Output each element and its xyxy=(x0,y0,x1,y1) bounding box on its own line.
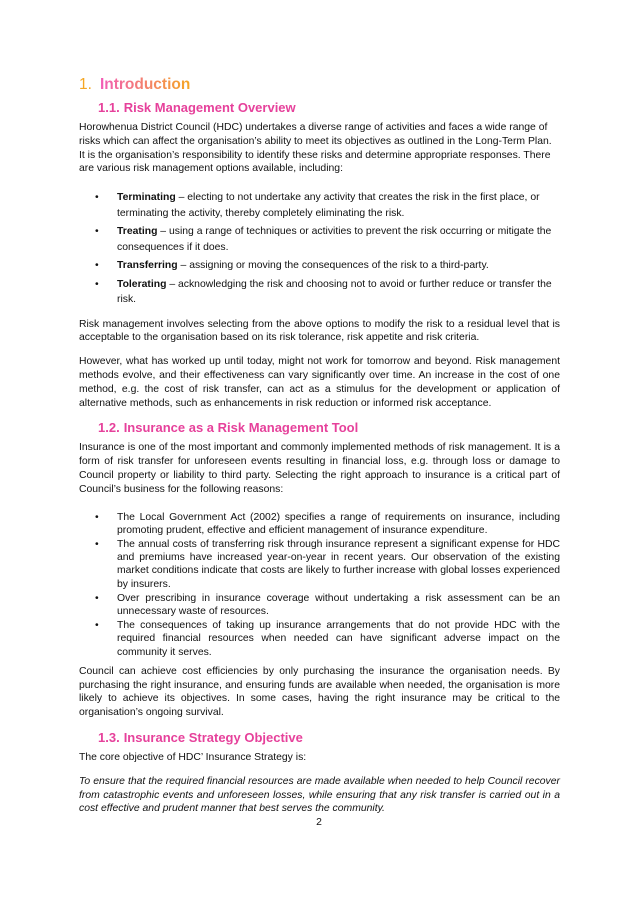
list-item-text: – acknowledging the risk and choosing not to avoid or further reduce or transfer the risk. xyxy=(117,278,552,306)
list-item xyxy=(95,277,560,308)
bullet-icon: • xyxy=(95,192,99,204)
paragraph-objective-statement: To ensure that the required financial resources are made available when needed to help Council recover from catastrophic events and unforeseen losses, while ensuring that any risk transfer is carried out in a cost effective and prudent manner that best serves the community. xyxy=(79,775,560,815)
list-item xyxy=(95,538,560,591)
subheading-title: Insurance as a Risk Management Tool xyxy=(123,420,359,436)
subheading-strategy-objective xyxy=(98,730,560,745)
subheading-number: 1.3. xyxy=(98,730,120,746)
list-item xyxy=(95,511,560,537)
list-item xyxy=(95,258,560,274)
bullet-icon: • xyxy=(95,278,99,290)
bullet-icon: • xyxy=(95,511,99,523)
list-item-text: The annual costs of transferring risk through insurance represent a significant expense for HDC and premiums have increased year-on-year in recent years. Our observation of the existing market conditions indicate that costs are likely to further increase with global losses experienced by insurers. xyxy=(117,539,560,590)
list-item-text: The Local Government Act (2002) specifies a range of requirements on insurance, including promoting prudent, effective and efficient management of insurance expenditure. xyxy=(117,511,560,536)
list-item xyxy=(95,619,560,659)
paragraph-methods-evolve: However, what has worked up until today, might not work for tomorrow and beyond. Risk management methods evolve, and their effectiveness can vary significantly over time. An increase in the cost of one method, e.g. the cost of risk transfer, can act as a stimulus for the development or application of alternative methods, such as enhancements in risk reduction or informed risk acceptance. xyxy=(79,356,560,409)
list-item-text: Over prescribing in insurance coverage without undertaking a risk assessment can be an unnecessary waste of resources. xyxy=(117,592,560,618)
list-item-term: Terminating xyxy=(117,192,176,204)
subheading-number: 1.1. xyxy=(98,100,120,115)
subheading-title: Insurance Strategy Objective xyxy=(123,730,303,746)
bullet-icon: • xyxy=(95,592,99,604)
page-number: 2 xyxy=(316,817,322,828)
paragraph-objective-intro: The core objective of HDC’ Insurance Strategy is: xyxy=(79,752,307,764)
bullet-icon: • xyxy=(95,260,99,272)
bullet-icon: • xyxy=(95,226,99,238)
paragraph-residual-risk: Risk management involves selecting from the above options to modify the risk to a residual level that is acceptable to the organisation based on its risk tolerance, risk appetite and risk criteria. xyxy=(79,318,560,344)
list-item-text: The consequences of taking up insurance arrangements that do not provide HDC with the required financial resources when needed can have significant adverse impact on the community it serves. xyxy=(117,620,560,658)
heading-number: 1. xyxy=(79,76,92,93)
subheading-number: 1.2. xyxy=(98,420,120,436)
risk-options-list xyxy=(79,190,560,308)
list-item xyxy=(95,592,560,618)
list-item-term: Transferring xyxy=(117,260,178,272)
list-item xyxy=(95,224,560,255)
list-item xyxy=(95,190,560,221)
section-heading-introduction xyxy=(79,76,560,94)
list-item-text: – using a range of techniques or activities to prevent the risk occurring or mitigate the consequences if it does. xyxy=(117,226,552,253)
list-item-term: Tolerating xyxy=(117,278,167,290)
paragraph-overview-intro: Horowhenua District Council (HDC) undertakes a diverse range of activities and faces a wide range of risks which can affect the organisation’s ability to meet its objectives as outlined in the Long-Term Plan. It is the organisation’s responsibility to identify these risks and determine appropriate responses. There are various risk management options available, including: xyxy=(79,122,552,175)
paragraph-insurance-intro: Insurance is one of the most important and commonly implemented methods of risk management. It is a form of risk transfer for unforeseen events resulting in financial loss, e.g. through loss or damage to Council property or liability to third party. Selecting the right approach to insurance is a critical part of Council’s business for the following reasons: xyxy=(79,442,560,495)
subheading-insurance-tool xyxy=(98,420,560,435)
list-item-text: – assigning or moving the consequences of the risk to a third-party. xyxy=(177,260,489,272)
insurance-reasons-list xyxy=(79,511,560,659)
subheading-risk-management-overview xyxy=(98,100,560,115)
bullet-icon: • xyxy=(95,620,99,632)
paragraph-cost-efficiencies: Council can achieve cost efficiencies by only purchasing the insurance the organisation needs. By purchasing the right insurance, and ensuring funds are available when needed, the organisation is more likely to achieve its objectives. In some cases, having the right insurance may be critical to the organisation’s ongoing survival. xyxy=(79,665,560,719)
list-item-term: Treating xyxy=(117,226,158,238)
list-item-text: – electing to not undertake any activity that creates the risk in the first place, or terminating the activity, thereby completely eliminating the risk. xyxy=(117,192,540,219)
bullet-icon: • xyxy=(95,539,99,551)
subheading-title: Risk Management Overview xyxy=(123,100,296,115)
heading-title: Introduction xyxy=(99,76,191,93)
